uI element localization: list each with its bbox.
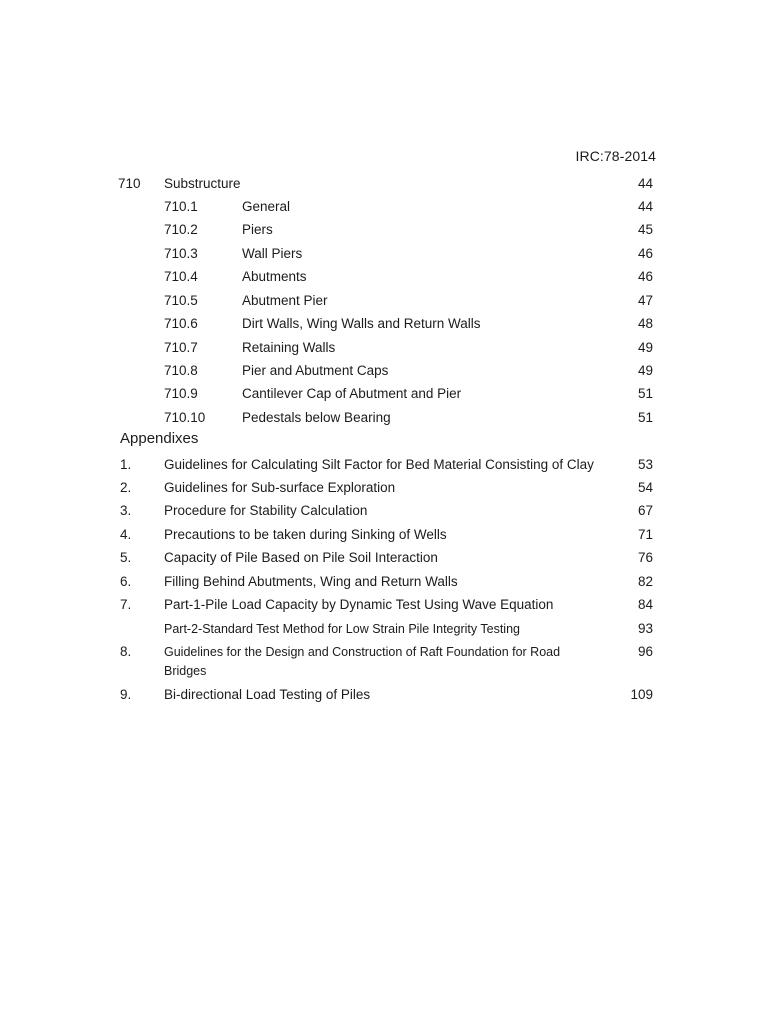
document-code: IRC:78-2014 [575,148,656,164]
subsection-title: Abutment Pier [242,293,328,308]
subsection-number: 710.8 [164,363,198,378]
subsection-number: 710.3 [164,246,198,261]
appendix-page: 96 [637,644,653,659]
section-number: 710 [118,176,141,191]
appendix-title: Guidelines for Sub-surface Exploration [164,480,396,495]
appendixes-heading: Appendixes [120,430,199,447]
appendix-number: 9. [120,687,132,702]
subsection-title: General [242,199,291,214]
subsection-number: 710.5 [164,293,198,308]
appendix-number: 3. [120,503,132,518]
appendix-page: 93 [637,621,653,636]
subsection-page: 47 [637,293,653,308]
subsection-title: Retaining Walls [242,340,336,355]
subsection-title: Piers [242,222,273,237]
appendix-title: Part-2-Standard Test Method for Low Strain Pile Integrity Testing [164,622,520,636]
appendix-number: 6. [120,574,132,589]
appendix-number: 2. [120,480,132,495]
subsection-number: 710.4 [164,269,198,284]
section-page: 44 [637,176,653,191]
appendix-title: Precautions to be taken during Sinking of Wells [164,527,447,542]
subsection-title: Dirt Walls, Wing Walls and Return Walls [242,316,481,331]
subsection-title: Pier and Abutment Caps [242,363,389,378]
subsection-page: 45 [637,222,653,237]
appendix-title: Bi-directional Load Testing of Piles [164,687,371,702]
section-title: Substructure [164,176,241,191]
subsection-page: 49 [637,340,653,355]
appendix-page: 84 [637,597,653,612]
appendix-row [0,643,768,683]
subsection-number: 710.10 [164,410,206,425]
subsection-page: 46 [637,246,653,261]
subsection-number: 710.9 [164,386,198,401]
subsection-number: 710.7 [164,340,198,355]
appendix-page: 76 [637,550,653,565]
appendix-title: Guidelines for Calculating Silt Factor for Bed Material Consisting of Clay [164,457,594,472]
appendix-title: Procedure for Stability Calculation [164,503,368,518]
subsection-number: 710.1 [164,199,198,214]
subsection-page: 49 [637,363,653,378]
subsection-title: Wall Piers [242,246,303,261]
appendix-number: 5. [120,550,132,565]
subsection-number: 710.2 [164,222,198,237]
appendix-title: Part-1-Pile Load Capacity by Dynamic Test Using Wave Equation [164,597,554,612]
subsection-page: 51 [637,410,653,425]
subsection-title: Pedestals below Bearing [242,410,391,425]
subsection-title: Abutments [242,269,307,284]
appendix-title: Filling Behind Abutments, Wing and Return Walls [164,574,458,589]
appendix-page: 53 [637,457,653,472]
subsection-page: 48 [637,316,653,331]
appendix-title: Guidelines for the Design and Construction of Raft Foundation for Road Bridges [164,645,561,678]
appendix-number: 8. [120,644,132,659]
appendix-title: Capacity of Pile Based on Pile Soil Interaction [164,550,438,565]
appendix-number: 7. [120,597,132,612]
appendix-number: 4. [120,527,132,542]
appendix-number: 1. [120,457,132,472]
subsection-page: 46 [637,269,653,284]
subsection-page: 51 [637,386,653,401]
appendix-page: 71 [637,527,653,542]
subsection-title: Cantilever Cap of Abutment and Pier [242,386,462,401]
subsection-page: 44 [637,199,653,214]
appendix-page: 109 [630,687,653,702]
appendix-page: 67 [637,503,653,518]
appendix-page: 82 [637,574,653,589]
appendix-page: 54 [637,480,653,495]
subsection-number: 710.6 [164,316,198,331]
